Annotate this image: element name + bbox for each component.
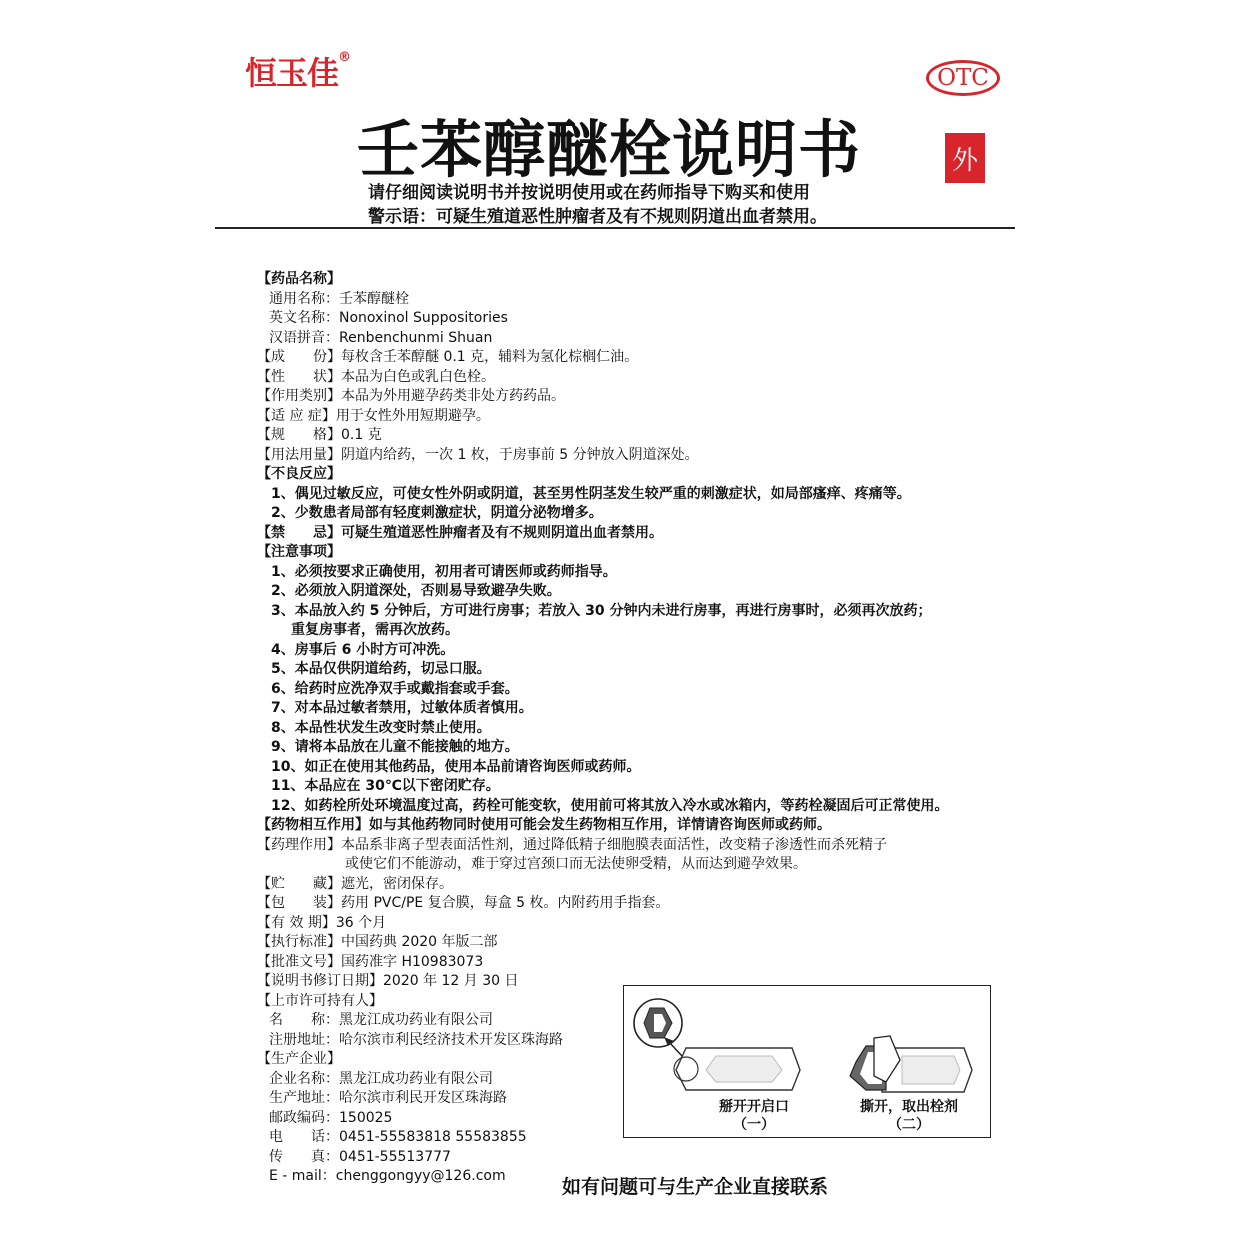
leaflet-line: 或使它们不能游动，难于穿过宫颈口而无法使卵受精，从而达到避孕效果。 xyxy=(345,856,807,872)
registered-mark: ® xyxy=(338,50,351,65)
leaflet-line: 企业名称：黑龙江成功药业有限公司 xyxy=(269,1070,493,1087)
leaflet-line: 6、给药时应洗净双手或戴指套或手套。 xyxy=(271,680,519,697)
leaflet-line: 【规 格】0.1 克 xyxy=(257,427,382,443)
leaflet-line: 【适 应 症】用于女性外用短期避孕。 xyxy=(257,407,490,424)
leaflet-line: 9、请将本品放在儿童不能接触的地方。 xyxy=(271,739,519,755)
leaflet-line: 电 话：0451-55583818 55583855 xyxy=(269,1129,527,1145)
leaflet-line: 重复房事者，需再次放药。 xyxy=(291,622,459,638)
leaflet-line: 1、必须按要求正确使用，初用者可请医师或药师指导。 xyxy=(271,563,617,580)
leaflet-line: 3、本品放入约 5 分钟后，方可进行房事；若放入 30 分钟内未进行房事，再进行房事时，必须再次放药； xyxy=(271,602,932,619)
leaflet-line: 【性 状】本品为白色或乳白色栓。 xyxy=(257,368,495,385)
step-2-label: 撕开，取出栓剂 xyxy=(860,1099,958,1115)
step-1-number: （一） xyxy=(733,1117,775,1133)
leaflet-line: 【注意事项】 xyxy=(257,544,341,560)
leaflet-line: 【生产企业】 xyxy=(257,1051,341,1067)
otc-badge: OTC xyxy=(926,60,1000,96)
leaflet-line: 【不良反应】 xyxy=(257,466,341,482)
leaflet-line: 11、本品应在 30℃以下密闭贮存。 xyxy=(271,778,500,794)
leaflet-line: 通用名称：壬苯醇醚栓 xyxy=(269,290,409,307)
leaflet-line: 【禁 忌】可疑生殖道恶性肿瘤者及有不规则阴道出血者禁用。 xyxy=(257,524,663,541)
leaflet-line: 4、房事后 6 小时方可冲洗。 xyxy=(271,641,455,658)
leaflet-line: 7、对本品过敏者禁用，过敏体质者慎用。 xyxy=(271,700,533,716)
leaflet-line: 2、必须放入阴道深处，否则易导致避孕失败。 xyxy=(271,583,561,599)
leaflet-line: 生产地址：哈尔滨市利民开发区珠海路 xyxy=(269,1090,507,1106)
leaflet-line: 英文名称：Nonoxinol Suppositories xyxy=(269,310,508,326)
leaflet-line: 【执行标准】中国药典 2020 年版二部 xyxy=(257,934,498,950)
document-title: 壬苯醇醚栓说明书 xyxy=(356,113,861,186)
leaflet-line: 【成 份】每枚含壬苯醇醚 0.1 克，辅料为氢化棕榈仁油。 xyxy=(257,349,639,365)
brand-name: 恒玉佳 xyxy=(245,54,339,92)
leaflet-line: 【批准文号】国药准字 H10983073 xyxy=(257,953,484,970)
leaflet-line: 传 真：0451-55513777 xyxy=(269,1148,451,1165)
leaflet-line: 10、如正在使用其他药品，使用本品前请咨询医师或药师。 xyxy=(271,758,641,775)
leaflet-line: 【说明书修订日期】2020 年 12 月 30 日 xyxy=(257,973,519,989)
leaflet-line: 1、偶见过敏反应，可使女性外阴或阴道，甚至男性阴茎发生较严重的刺激症状，如局部瘙痒、疼痛等。 xyxy=(271,485,911,502)
header-divider xyxy=(215,227,1015,229)
leaflet-line: 注册地址：哈尔滨市利民经济技术开发区珠海路 xyxy=(269,1031,563,1048)
contact-note: 如有问题可与生产企业直接联系 xyxy=(562,1176,829,1198)
leaflet-line: 【作用类别】本品为外用避孕药类非处方药药品。 xyxy=(257,388,565,404)
leaflet-line: 【贮 藏】遮光，密闭保存。 xyxy=(257,875,453,892)
leaflet-line: 8、本品性状发生改变时禁止使用。 xyxy=(271,719,491,736)
warning-text: 警示语：可疑生殖道恶性肿瘤者及有不规则阴道出血者禁用。 xyxy=(368,207,827,227)
leaflet-line: 【上市许可持有人】 xyxy=(257,992,383,1009)
external-use-badge: 外 xyxy=(945,133,985,183)
leaflet-line: 邮政编码：150025 xyxy=(269,1109,393,1126)
step-2-number: （二） xyxy=(888,1117,930,1133)
leaflet-line: 5、本品仅供阴道给药，切忌口服。 xyxy=(271,661,491,677)
leaflet-line: 【药理作用】本品系非离子型表面活性剂，通过降低精子细胞膜表面活性，改变精子渗透性而杀死精子 xyxy=(257,836,887,853)
leaflet-line: 【包 装】药用 PVC/PE 复合膜，每盒 5 枚。内附药用手指套。 xyxy=(257,895,670,911)
leaflet-line: 2、少数患者局部有轻度刺激症状，阴道分泌物增多。 xyxy=(271,505,603,521)
leaflet-line: 12、如药栓所处环境温度过高，药栓可能变软，使用前可将其放入冷水或冰箱内，等药栓凝固后可正常使用。 xyxy=(271,797,949,814)
brand-logo xyxy=(245,48,350,94)
step-1-label: 掰开开启口 xyxy=(719,1099,789,1115)
leaflet-line: 【药物相互作用】如与其他药物同时使用可能会发生药物相互作用，详情请咨询医师或药师。 xyxy=(257,817,831,833)
leaflet-line: E - mail：chenggongyy@126.com xyxy=(269,1168,506,1184)
leaflet-line: 汉语拼音：Renbenchunmi Shuan xyxy=(269,329,493,346)
leaflet-line: 【用法用量】阴道内给药，一次 1 枚，于房事前 5 分钟放入阴道深处。 xyxy=(257,446,699,463)
opening-instructions-diagram xyxy=(623,985,991,1138)
leaflet-line: 【有 效 期】36 个月 xyxy=(257,914,387,931)
usage-notice: 请仔细阅读说明书并按说明使用或在药师指导下购买和使用 xyxy=(368,183,810,203)
leaflet-line: 名 称：黑龙江成功药业有限公司 xyxy=(269,1012,493,1028)
leaflet-line: 【药品名称】 xyxy=(257,271,341,287)
